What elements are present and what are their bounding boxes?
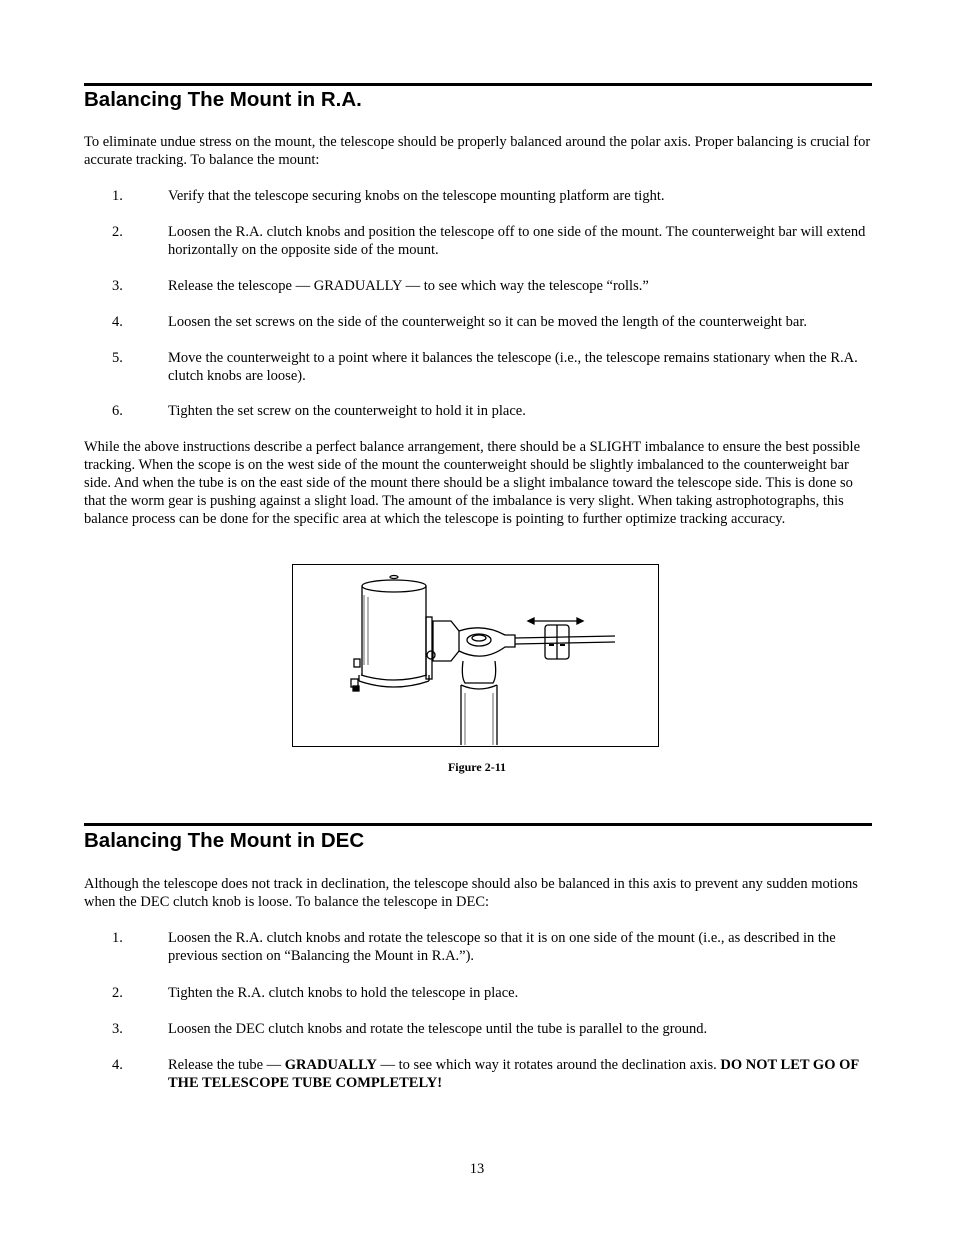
step-number: 3.: [112, 278, 123, 294]
step-text: Loosen the set screws on the side of the counterweight so it can be moved the length of the counterweight bar.: [168, 314, 808, 330]
step-text: Verify that the telescope securing knobs on the telescope mounting platform are tight.: [168, 188, 665, 204]
step-text: Loosen the DEC clutch knobs and rotate the telescope until the tube is parallel to the ground.: [168, 1021, 708, 1037]
step-number: 5.: [112, 350, 123, 366]
step-number: 1.: [112, 188, 123, 204]
telescope-figure: [292, 564, 659, 747]
step-text: Tighten the R.A. clutch knobs to hold the telescope in place.: [168, 985, 519, 1001]
warning-text: DO NOT LET GO OF THE TELESCOPE TUBE COMPLETELY!: [168, 1057, 859, 1091]
heading-balancing-dec: Balancing The Mount in DEC: [84, 829, 365, 852]
figure-caption: Figure 2-11: [447, 760, 507, 774]
telescope-illustration: [293, 565, 657, 745]
step-number: 1.: [112, 930, 123, 946]
step-text: [168, 1056, 872, 1092]
step-number: 4.: [112, 314, 123, 330]
intro-paragraph-dec: Although the telescope does not track in declination, the telescope should also be balanced in this axis to prevent any sudden motions when the DEC clutch knob is loose. To balance the telescope in DEC:: [84, 876, 858, 910]
emphasis-gradually: GRADUALLY: [284, 1057, 377, 1073]
step-number: 3.: [112, 1021, 123, 1037]
step-text: Loosen the R.A. clutch knobs and position the telescope off to one side of the mount. The counterweight bar will extend horizontally on the opposite side of the mount.: [168, 224, 866, 258]
heading-balancing-ra: Balancing The Mount in R.A.: [84, 88, 362, 111]
step-number: 2.: [112, 985, 123, 1001]
step-text-part: — to see which way it rotates around the declination axis.: [376, 1057, 721, 1073]
section-rule-ra: [84, 83, 872, 86]
step-text: Move the counterweight to a point where it balances the telescope (i.e., the telescope remains stationary when the R.A. clutch knobs are loose).: [168, 350, 858, 384]
step-number: 2.: [112, 224, 123, 240]
step-text: Loosen the R.A. clutch knobs and rotate the telescope so that it is on one side of the mount (i.e., as described in the previous section on “Balancing the Mount in R.A.”).: [168, 930, 836, 964]
section-rule-dec: [84, 823, 872, 826]
step-text: Tighten the set screw on the counterweight to hold it in place.: [168, 403, 526, 419]
page-number: 13: [469, 1161, 485, 1177]
step-text: Release the telescope — GRADUALLY — to see which way the telescope “rolls.”: [168, 278, 649, 294]
step-text-part: Release the tube —: [168, 1057, 285, 1073]
step-number: 6.: [112, 403, 123, 419]
intro-paragraph-ra: To eliminate undue stress on the mount, the telescope should be properly balanced around the polar axis. Proper balancing is crucial for accurate tracking. To balance the mount:: [84, 134, 871, 168]
step-number: 4.: [112, 1057, 123, 1073]
closing-paragraph-ra: While the above instructions describe a perfect balance arrangement, there should be a SLIGHT imbalance to ensure the best possible tracking. When the scope is on the west side of the mount the counterweight should be slightly imbalanced to the counterweight bar side. And when the tube is on the east side of the mount there should be a slight imbalance toward the telescope side. This is done so that the worm gear is pushing against a slight load. The amount of the imbalance is very slight. When taking astrophotographs, this balance process can be done for the specific area at which the telescope is pointing to further optimize tracking accuracy.: [84, 439, 861, 527]
